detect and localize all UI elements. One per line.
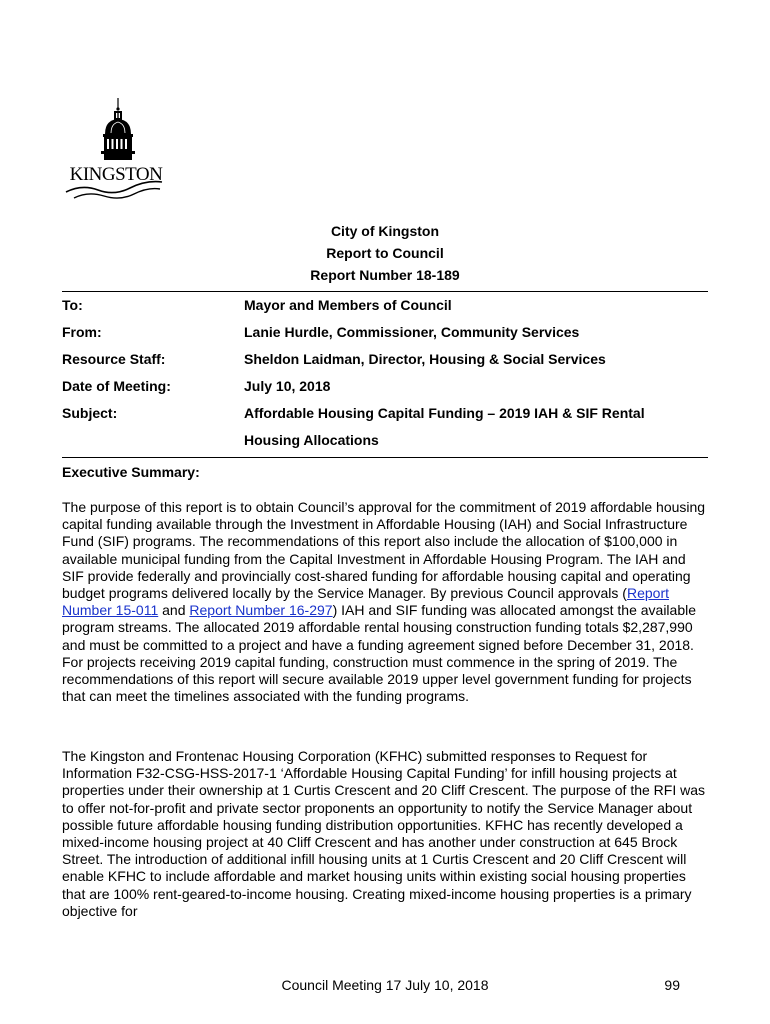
page-number: 99 [664,977,680,993]
report-meta [62,292,708,454]
meta-row-date [62,373,708,400]
subject-line-1: Affordable Housing Capital Funding – 2019 IAH & SIF Rental [244,405,645,421]
meta-value: Sheldon Laidman, Director, Housing & Social Services [244,351,606,367]
meta-label: From: [62,324,102,340]
header-city: City of Kingston [330,223,440,239]
meta-row-resource-staff [62,346,708,373]
meta-row-subject [62,400,708,454]
meta-label: Date of Meeting: [62,378,171,394]
meta-divider [62,457,708,458]
meta-value [244,400,708,454]
meta-label: Resource Staff: [62,351,166,367]
meta-row-to [62,292,708,319]
meta-row-from [62,319,708,346]
report-15-011-link[interactable]: Report Number 15-011 [62,585,669,619]
report-header [62,220,708,286]
header-report-number: Report Number 18-189 [310,267,460,283]
report-16-297-link[interactable]: Report Number 16-297 [189,602,333,619]
summary-paragraph-1 [62,499,708,705]
meta-label: Subject: [62,405,118,421]
summary-paragraph-2: The Kingston and Frontenac Housing Corporation (KFHC) submitted responses to Request for Information F32-CSG-HSS-2017-1 ‘Affordable Housing Capital Funding’ for infill housing projects at properties under their ownership at 1 Curtis Crescent and 20 Cliff Crescent. The purpose of the RFI was to offer not-for-profit and private sector proponents an opportunity to notify the Service Manager about possible future affordable housing funding distribution opportunities. KFHC has recently developed a mixed-income housing project at 40 Cliff Crescent and has another under construction at 645 Brock Street. The introduction of additional infill housing units at 1 Curtis Crescent and 20 Cliff Crescent will enable KFHC to include affordable and market housing units within existing social housing properties that are 100% rent-geared-to-income housing. Creating mixed-income housing properties is a primary objective for [62,748,706,919]
meta-value: July 10, 2018 [244,378,331,394]
header-report-to: Report to Council [326,245,444,261]
footer-meeting: Council Meeting 17 July 10, 2018 [281,977,489,993]
paragraph-text: ) IAH and SIF funding was allocated amongst the available program streams. The allocated 2019 affordable rental housing construction funding totals $2,287,990 and must be committed to a project and have a funding agreement signed before December 31, 2018. For projects receiving 2019 capital funding, construction must commence in the spring of 2019. The recommendations of this report will secure available 2019 upper level government funding for projects that can meet the timelines associated with the funding programs. [62,602,697,705]
subject-line-2: Housing Allocations [244,432,379,448]
svg-text:KINGSTON: KINGSTON [69,164,163,185]
city-hall-dome-icon [60,96,172,208]
paragraph-text: and [158,602,190,619]
meta-value: Mayor and Members of Council [244,297,452,313]
executive-summary-heading: Executive Summary: [62,464,200,480]
paragraph-text: The purpose of this report is to obtain Council’s approval for the commitment of 2019 affordable housing capital funding available through the Investment in Affordable Housing (IAH) and Social Infrastructure Fund (SIF) programs. The recommendations of this report also include the allocation of $100,000 in available municipal funding from the Capital Investment in Affordable Housing Program. The IAH and SIF provide federally and provincially cost-shared funding for affordable housing capital and operating budget programs delivered locally by the Service Manager. By previous Council approvals ( [62,499,706,602]
meta-value: Lanie Hurdle, Commissioner, Community Services [244,324,580,340]
meta-label: To: [62,297,83,313]
kingston-logo [60,96,172,208]
